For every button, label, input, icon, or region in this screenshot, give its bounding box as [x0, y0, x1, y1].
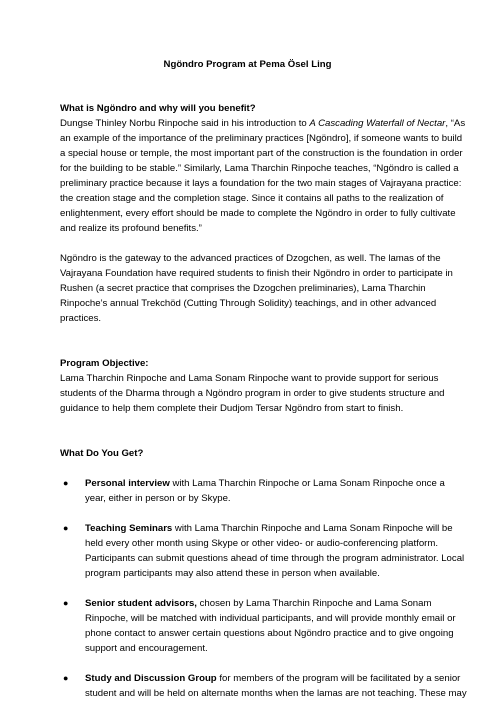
section-heading-program-objective: Program Objective: — [60, 358, 149, 369]
list-item-title: Personal interview — [85, 478, 170, 489]
bullet-icon: ● — [63, 673, 69, 683]
paragraph-intro-lead: Dungse Thinley Norbu Rinpoche said in his introduction to — [60, 118, 310, 129]
bullet-icon: ● — [63, 598, 69, 608]
paragraph-intro — [60, 116, 467, 236]
section-heading-what-is-ngondro: What is Ngöndro and why will you benefit? — [60, 103, 256, 114]
bullet-icon: ● — [63, 523, 69, 533]
list-item — [60, 521, 467, 581]
bullet-icon: ● — [63, 478, 69, 488]
paragraph-gateway: Ngöndro is the gateway to the advanced practices of Dzogchen, as well. The lamas of the Vajrayana Foundation have required students to finish their Ngöndro in order to participate in Rushen (a secret practice that comprises the Dzogchen preliminaries), Lama Tharchin Rinpoche’s annual Trekchöd (Cutting Through Solidity) teachings, and in other advanced practices. — [60, 253, 453, 324]
list-item — [60, 596, 467, 656]
list-item — [60, 671, 467, 701]
benefits-list — [60, 476, 467, 701]
list-item-title: Teaching Seminars — [85, 523, 173, 534]
list-item-text: chosen by Lama Tharchin Rinpoche and Lama Sonam Rinpoche, will be matched with individual participants, and will provide monthly email or phone contact to answer certain questions about Ngöndro practice and to give ongoing support and encouragement. — [85, 598, 456, 654]
paragraph-objective: Lama Tharchin Rinpoche and Lama Sonam Rinpoche want to provide support for serious students of the Dharma through a Ngöndro program in order to give students structure and guidance to help them complete their Dudjom Tersar Ngöndro from start to finish. — [60, 373, 445, 414]
list-item-text: with Lama Tharchin Rinpoche and Lama Sonam Rinpoche will be held every other month using Skype or other video- or audio-conferencing platform. Participants can submit questions ahead of time through the program administrator. Local program participants may also attend these in person when available. — [85, 523, 465, 579]
list-item-text: for members of the program will be facilitated by a senior student and will be held on alternate months when the lamas are not teaching. These may — [85, 673, 467, 699]
list-item-title: Study and Discussion Group — [85, 673, 217, 684]
book-title: A Cascading Waterfall of Nectar — [309, 118, 446, 129]
list-item-text: with Lama Tharchin Rinpoche or Lama Sonam Rinpoche once a year, either in person or by Skype. — [85, 478, 445, 504]
paragraph-intro-rest: , “As an example of the importance of the preliminary practices [Ngöndro], if someone wants to build a special house or temple, the most important part of the construction is the foundation in order for the building to be stable.” Similarly, Lama Tharchin Rinpoche teaches, “Ngöndro is called a preliminary practice because it lays a foundation for the two main stages of Vajrayana practice: the creation stage and the completion stage. Since it contains all paths to the realization of enlightenment, every effort should be made to complete the Ngöndro in order to fully cultivate and realize its profound benefits.” — [60, 118, 466, 234]
list-item — [60, 476, 467, 506]
section-heading-what-do-you-get: What Do You Get? — [60, 448, 144, 459]
document-title: Ngöndro Program at Pema Ösel Ling — [163, 59, 332, 70]
list-item-title: Senior student advisors, — [85, 598, 197, 609]
